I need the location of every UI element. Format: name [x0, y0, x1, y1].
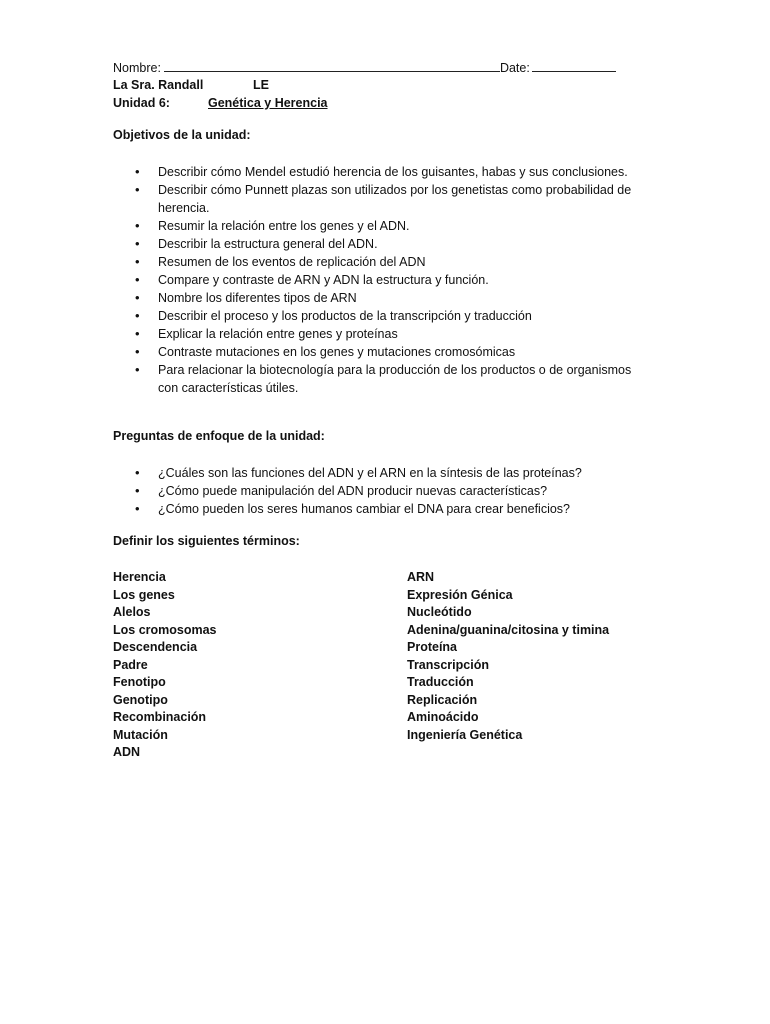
objective-item: • Describir cómo Punnett plazas son utilizados por los genetistas como probabilidad de herencia.: [113, 181, 648, 217]
objective-item: • Resumir la relación entre los genes y el ADN.: [113, 217, 648, 235]
objective-item: • Describir cómo Mendel estudió herencia de los guisantes, habas y sus conclusiones.: [113, 163, 648, 181]
terms-right-column: [407, 569, 653, 762]
unit-label: Unidad 6:: [113, 96, 170, 110]
question-item: • ¿Cómo puede manipulación del ADN producir nuevas características?: [113, 482, 648, 500]
term-item: Los genes: [113, 587, 175, 602]
term-item: Replicación: [407, 692, 478, 707]
term-item: Fenotipo: [113, 675, 166, 689]
objective-item: • Resumen de los eventos de replicación del ADN: [113, 253, 648, 271]
terms-grid: [113, 569, 653, 762]
objectives-heading: Objetivos de la unidad:: [113, 128, 251, 142]
teacher-code: LE: [253, 78, 269, 92]
term-item: ADN: [113, 745, 141, 759]
teacher-line: [113, 76, 653, 94]
unit-title: Genética y Herencia: [208, 96, 328, 110]
name-blank: [164, 58, 500, 72]
unit-line: [113, 94, 653, 112]
term-item: Adenina/guanina/citosina y timina: [407, 622, 610, 637]
objective-item: • Describir el proceso y los productos de la transcripción y traducción: [113, 307, 648, 325]
term-item: Traducción: [407, 675, 474, 689]
objectives-list: [113, 163, 653, 397]
objective-item: • Explicar la relación entre genes y proteínas: [113, 325, 648, 343]
term-item: Transcripción: [407, 657, 489, 672]
term-item: Mutación: [113, 727, 168, 742]
term-item: Descendencia: [113, 640, 198, 654]
term-item: Padre: [113, 657, 148, 672]
date-label: Date:: [499, 61, 530, 75]
question-item: • ¿Cuáles son las funciones del ADN y el ARN en la síntesis de las proteínas?: [113, 464, 648, 482]
questions-list: [113, 464, 653, 518]
term-item: Proteína: [407, 640, 458, 654]
objective-item: • Nombre los diferentes tipos de ARN: [113, 289, 648, 307]
terms-left-column: [113, 569, 407, 762]
name-label: Nombre:: [113, 61, 161, 75]
term-item: Ingeniería Genética: [407, 727, 523, 742]
term-item: Genotipo: [113, 692, 168, 707]
term-item: Aminoácido: [407, 710, 479, 724]
objective-item: • Para relacionar la biotecnología para la producción de los productos o de organismos con características útiles.: [113, 361, 648, 397]
name-date-line: [113, 58, 653, 76]
question-item: • ¿Cómo pueden los seres humanos cambiar el DNA para crear beneficios?: [113, 500, 648, 518]
objective-item: • Compare y contraste de ARN y ADN la estructura y función.: [113, 271, 648, 289]
term-item: Alelos: [113, 605, 151, 619]
term-item: Recombinación: [113, 710, 207, 724]
term-item: Los cromosomas: [113, 622, 217, 637]
terms-heading: Definir los siguientes términos:: [113, 534, 300, 548]
term-item: Expresión Génica: [407, 587, 513, 602]
term-item: Nucleótido: [407, 605, 472, 619]
teacher-name: La Sra. Randall: [113, 78, 204, 92]
term-item: Herencia: [113, 570, 166, 584]
term-item: ARN: [407, 570, 435, 584]
worksheet-page: [113, 58, 653, 762]
objective-item: • Describir la estructura general del ADN.: [113, 235, 648, 253]
date-blank: [532, 58, 616, 72]
questions-heading: Preguntas de enfoque de la unidad:: [113, 429, 325, 443]
objective-item: • Contraste mutaciones en los genes y mutaciones cromosómicas: [113, 343, 648, 361]
